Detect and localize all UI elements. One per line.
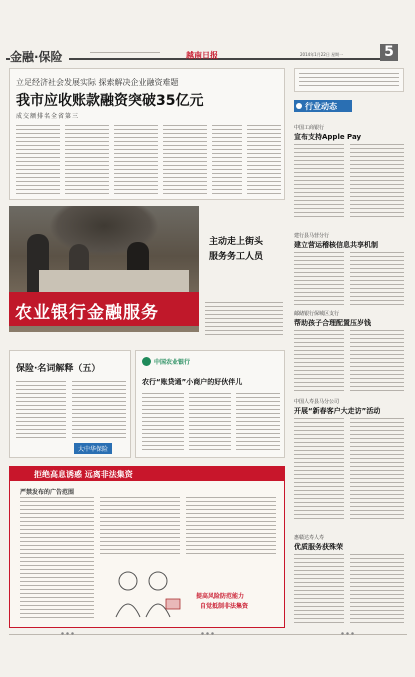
section-badge-icon — [296, 103, 302, 109]
footer-ornament — [200, 631, 214, 636]
cartoon-slogan-1: 提高风险防范能力 — [196, 593, 245, 600]
news-item-source: 中国人寿县马分公司 — [294, 399, 340, 405]
lead-body-col3 — [114, 125, 158, 197]
news-item-source: 中国工商银行 — [294, 125, 325, 131]
footer-ornament — [340, 631, 354, 636]
news-item-body — [294, 330, 344, 392]
photo-headline-2: 服务务工人员 — [209, 252, 264, 262]
news-item-body — [350, 144, 404, 218]
abc-box — [135, 350, 285, 458]
insurance-column — [9, 350, 131, 458]
bottom-box — [9, 466, 285, 628]
abc-bank-name: 中国农业银行 — [154, 359, 191, 366]
news-item-body — [294, 418, 344, 522]
cartoon-slogan-2: 自觉抵制非法集资 — [200, 603, 249, 610]
news-item-body — [350, 554, 404, 624]
right-top-box — [294, 68, 404, 92]
abc-body-3 — [236, 393, 280, 451]
abc-body-2 — [189, 393, 231, 451]
news-item-source: 邮储银行保城区支行 — [294, 311, 340, 317]
page-number: 5 — [380, 44, 398, 61]
news-item-body — [294, 144, 344, 218]
section-badge-text: 行业动态 — [305, 102, 337, 111]
abc-headline: 农行“账贷通”小商户的好伙伴儿 — [142, 378, 243, 386]
insurance-body-2 — [72, 381, 126, 441]
bottom-subtitle: 严禁发布的广告范围 — [20, 489, 75, 496]
news-item-headline: 宣布支持Apple Pay — [294, 133, 362, 141]
cartoon-illustration — [106, 561, 184, 621]
section-name: 金融·保险 — [10, 48, 69, 65]
cartoon-drawing — [106, 561, 184, 621]
page-header — [0, 0, 415, 62]
news-item-body — [294, 252, 344, 306]
photo-banner-text: 农业银行金融服务 — [15, 303, 159, 323]
abc-body-1 — [142, 393, 184, 451]
lead-body-col6 — [247, 125, 281, 197]
lead-subhead: 成交额排名全省第三 — [16, 113, 80, 120]
news-item-source: 惠赣达寿人寿 — [294, 535, 325, 541]
footer-ornament — [60, 631, 74, 636]
bottom-body-1 — [20, 497, 94, 621]
news-photo — [9, 206, 199, 332]
header-small-text — [90, 52, 160, 56]
lead-body-col4 — [163, 125, 207, 197]
bottom-banner-text: 拒绝高息诱惑 远离非法集资 — [34, 470, 133, 479]
photo-headline-1: 主动走上街头 — [209, 237, 264, 247]
news-item-body — [350, 252, 404, 306]
news-item-source: 建行县马营分行 — [294, 233, 330, 239]
lead-body-col1 — [16, 125, 60, 197]
abc-logo-icon — [142, 357, 151, 366]
bottom-body-3 — [186, 497, 276, 557]
news-item-body — [350, 418, 404, 522]
news-item-headline: 开展“新春客户大走访”活动 — [294, 407, 381, 415]
bottom-body-2 — [100, 497, 180, 557]
news-item-body — [350, 330, 404, 392]
news-item-headline: 建立营运稽核信息共享机制 — [294, 241, 378, 249]
photo-story — [9, 206, 285, 346]
lead-body-col5 — [212, 125, 242, 197]
insurance-tag: 大中华保险 — [74, 443, 112, 454]
lead-body-col2 — [65, 125, 109, 197]
right-top-text — [299, 73, 399, 87]
right-column — [290, 64, 408, 630]
lead-headline: 我市应收账款融资突破35亿元 — [16, 93, 204, 109]
insurance-body-1 — [16, 381, 66, 441]
masthead: 越南日报 — [186, 51, 218, 60]
issue-date: 2014年1月22日 星期一 — [300, 52, 344, 57]
news-item-headline: 优质服务获殊荣 — [294, 543, 343, 551]
lead-story — [9, 68, 285, 200]
photo-caption — [205, 302, 283, 338]
insurance-title: 保险·名词解释（五） — [16, 364, 101, 374]
lead-kicker: 立足经济社会发展实际 探索解决企业融资难题 — [16, 78, 179, 87]
news-item-body — [294, 554, 344, 624]
news-item-headline: 帮助孩子合理配置压岁钱 — [294, 319, 371, 327]
